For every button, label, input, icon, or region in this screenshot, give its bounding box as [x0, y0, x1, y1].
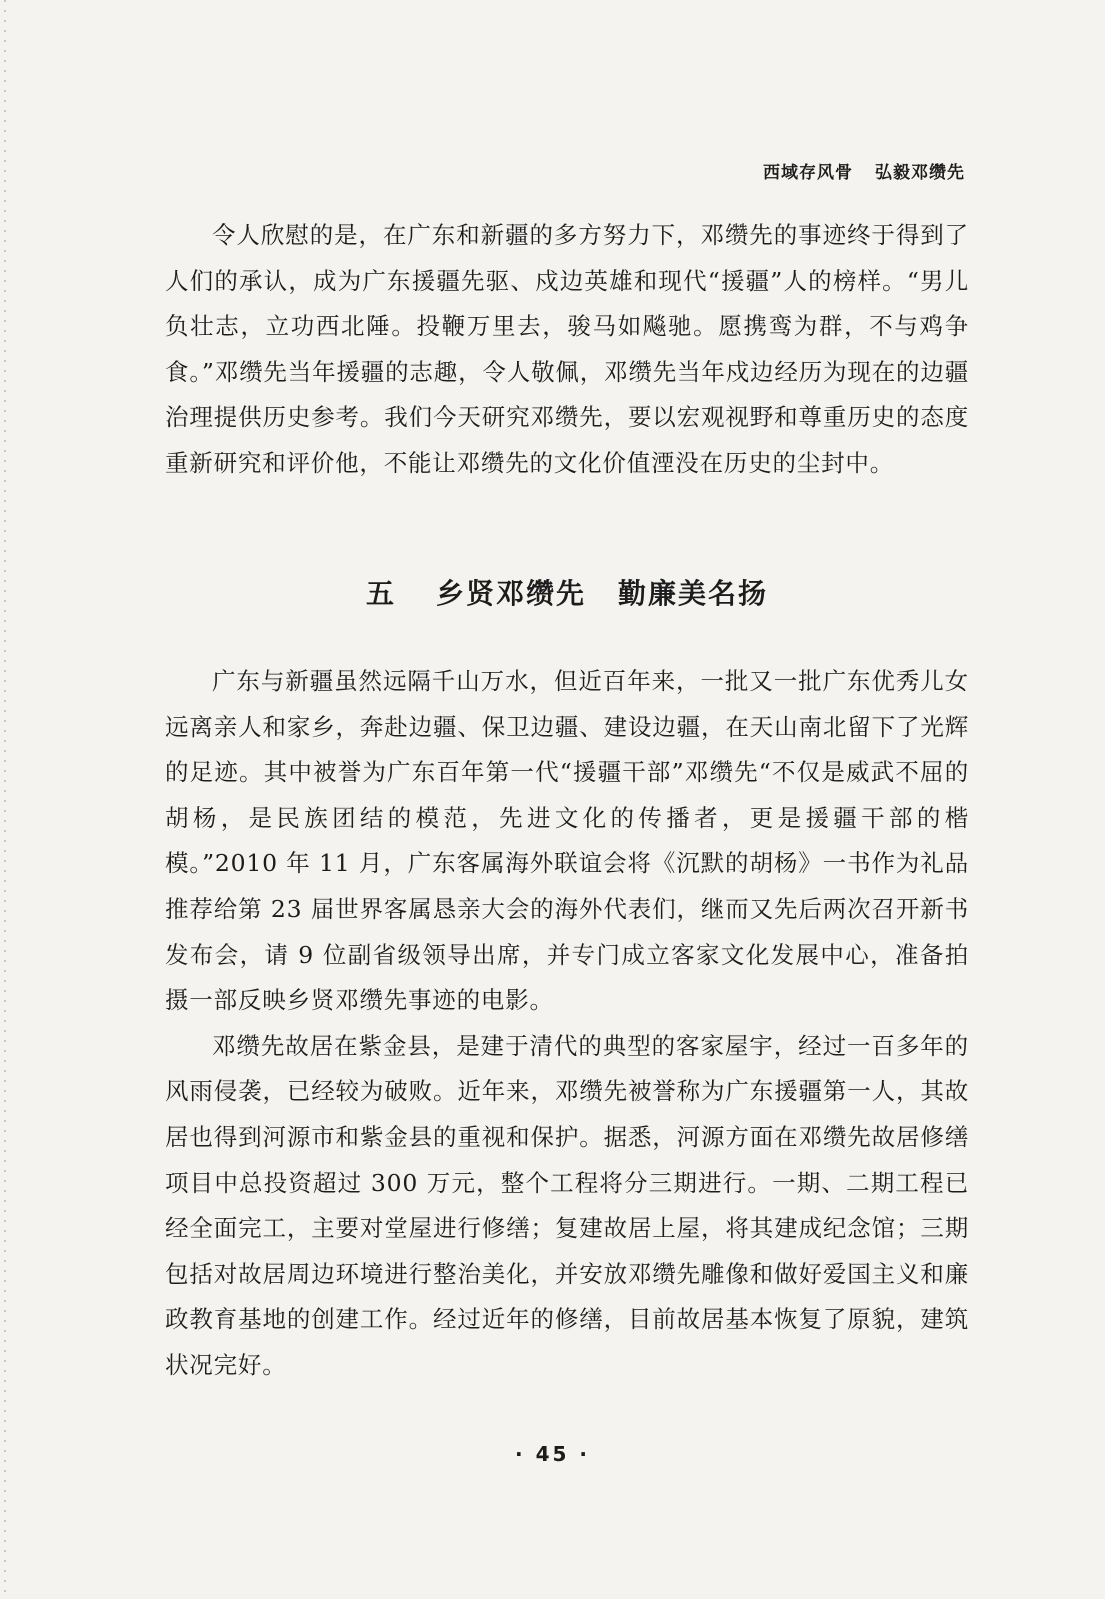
paragraph-1: 令人欣慰的是，在广东和新疆的多方努力下，邓缵先的事迹终于得到了人们的承认，成为广东援疆先驱、戍边英雄和现代“援疆”人的榜样。“男儿负壮志，立功西北陲。投鞭万里去，骏马如飚驰。愿携鸾为群，不与鸡争食。”邓缵先当年援疆的志趣，令人敬佩，邓缵先当年戍边经历为现在的边疆治理提供历史参考。我们今天研究邓缵先，要以宏观视野和尊重历史的态度重新研究和评价他，不能让邓缵先的文化价值湮没在历史的尘封中。 [165, 221, 969, 477]
running-head [763, 158, 965, 183]
paragraph-3: 邓缵先故居在紫金县，是建于清代的典型的客家屋宇，经过一百多年的风雨侵袭，已经较为破败。近年来，邓缵先被誉称为广东援疆第一人，其故居也得到河源市和紫金县的重视和保护。据悉，河源方面在邓缵先故居修缮项目中总投资超过 300 万元，整个工程将分三期进行。一期、二期工程已经全面完工，主要对堂屋进行修缮；复建故居上屋，将其建成纪念馆；三期包括对故居周边环境进行整治美化，并安放邓缵先雕像和做好爱国主义和廉政教育基地的创建工作。经过近年的修缮，目前故居基本恢复了原貌，建筑状况完好。 [165, 1031, 969, 1379]
body-block-1 [165, 213, 969, 487]
section-number: 五 [365, 577, 396, 610]
section-title-part2: 勤廉美名扬 [618, 577, 769, 610]
page-number: · 45 · [515, 1442, 590, 1466]
section-title [165, 572, 969, 612]
running-head-part1: 西域存风骨 [763, 163, 853, 183]
paragraph-2: 广东与新疆虽然远隔千山万水，但近百年来，一批又一批广东优秀儿女远离亲人和家乡，奔赴边疆、保卫边疆、建设边疆，在天山南北留下了光辉的足迹。其中被誉为广东百年第一代“援疆干部”邓缵先“不仅是威武不屈的胡杨，是民族团结的模范，先进文化的传播者，更是援疆干部的楷模。”2010 年 11 月，广东客属海外联谊会将《沉默的胡杨》一书作为礼品推荐给第 23 届世界客属恳亲大会的海外代表们，继而又先后两次召开新书发布会，请 9 位副省级领导出席，并专门成立客家文化发展中心，准备拍摄一部反映乡贤邓缵先事迹的电影。 [165, 667, 969, 1015]
body-block-2 [165, 659, 969, 1389]
section-title-part1: 乡贤邓缵先 [435, 577, 586, 610]
scan-edge-marks [4, 0, 6, 1599]
running-head-part2: 弘毅邓缵先 [875, 163, 965, 183]
